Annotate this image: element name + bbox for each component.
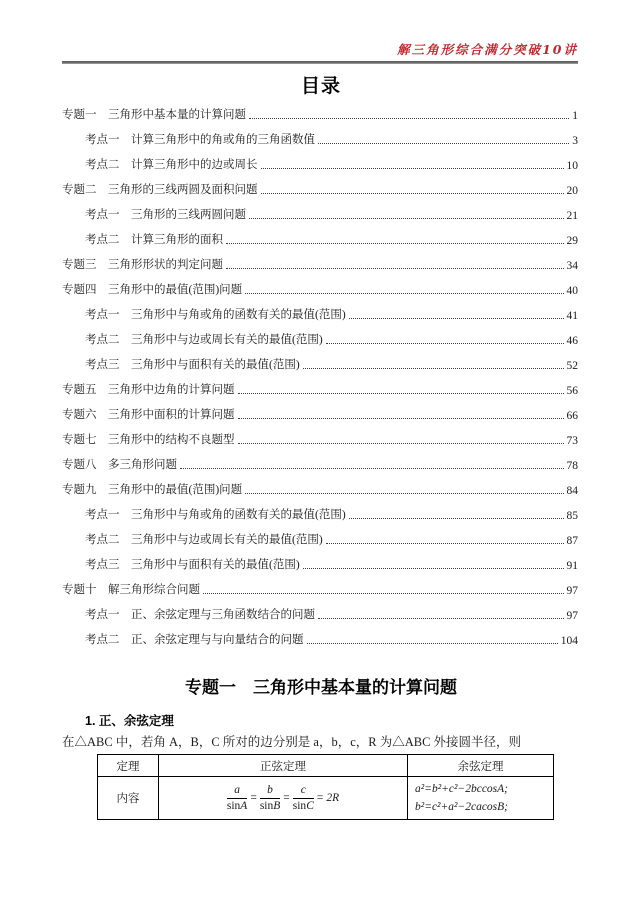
page-header [62, 40, 578, 59]
toc-dot-leader [261, 193, 564, 194]
toc-page-number: 84 [566, 485, 578, 497]
toc-page-number: 46 [566, 335, 578, 347]
fraction-a-over-sinA: $\frac{a}{\sin A}$ [226, 784, 248, 812]
toc-entry [62, 377, 578, 402]
toc-dot-leader [226, 243, 564, 244]
toc-page-number: 29 [566, 235, 578, 247]
toc-entry-label: 考点二 计算三角形的面积 [85, 234, 223, 246]
toc-entry-label: 考点一 计算三角形中的角或角的三角函数值 [85, 134, 315, 146]
fraction-c-over-sinC: $\frac{c}{\sin C}$ [292, 784, 314, 812]
toc-entry-label: 考点二 三角形中与边或周长有关的最值(范围) [85, 534, 323, 546]
cell-sine-theorem-header: 正弦定理 [159, 755, 408, 777]
toc-entry [62, 177, 578, 202]
toc-dot-leader [303, 368, 564, 369]
cell-cosine-formulas [408, 777, 554, 820]
toc-dot-leader [249, 218, 564, 219]
toc-entry [62, 102, 578, 127]
toc-entry [62, 327, 578, 352]
toc-entry [62, 252, 578, 277]
toc-entry [62, 552, 578, 577]
toc-title: 目录 [300, 76, 341, 97]
toc-entry-label: 专题二 三角形的三线两圆及面积问题 [62, 184, 258, 196]
toc-entry [62, 202, 578, 227]
toc-entry-label: 考点三 三角形中与面积有关的最值(范围) [85, 559, 300, 571]
toc-page-number: 40 [566, 285, 578, 297]
theorem-table [97, 754, 554, 820]
toc-page-number: 104 [560, 635, 578, 647]
equals-sign: = [316, 792, 324, 804]
toc-page-number: 91 [566, 560, 578, 572]
toc-entry-label: 专题一 三角形中基本量的计算问题 [62, 109, 246, 121]
toc-dot-leader [238, 393, 564, 394]
toc-page-number: 56 [566, 385, 578, 397]
toc-entry [62, 602, 578, 627]
table-of-contents [62, 102, 578, 652]
toc-entry [62, 152, 578, 177]
toc-entry-label: 考点一 三角形中与角或角的函数有关的最值(范围) [85, 509, 346, 521]
toc-page-number: 66 [566, 410, 578, 422]
cell-cosine-theorem-header: 余弦定理 [408, 755, 554, 777]
toc-entry-label: 专题八 多三角形问题 [62, 459, 177, 471]
toc-dot-leader [245, 293, 563, 294]
toc-page-number: 97 [566, 585, 578, 597]
section-title: 专题一 三角形中基本量的计算问题 [185, 678, 457, 697]
equals-sign: = [283, 792, 290, 804]
toc-entry-label: 考点一 三角形的三线两圆问题 [85, 209, 246, 221]
toc-page-number: 85 [566, 510, 578, 522]
toc-entry [62, 452, 578, 477]
toc-dot-leader [226, 268, 564, 269]
toc-entry [62, 502, 578, 527]
toc-entry-label: 专题四 三角形中的最值(范围)问题 [62, 284, 243, 296]
cosine-formula-line2: b²=c²+a²−2cacosB; [415, 801, 509, 813]
toc-entry-label: 专题九 三角形中的最值(范围)问题 [62, 484, 243, 496]
cell-sine-formula [159, 777, 408, 820]
toc-page-number: 21 [566, 210, 578, 222]
toc-entry [62, 352, 578, 377]
toc-entry [62, 277, 578, 302]
toc-page-number: 34 [566, 260, 578, 272]
toc-entry-label: 考点二 计算三角形中的边或周长 [85, 159, 258, 171]
toc-dot-leader [203, 593, 564, 594]
toc-entry-label: 专题六 三角形中面积的计算问题 [62, 409, 235, 421]
toc-entry-label: 专题五 三角形中边角的计算问题 [62, 384, 235, 396]
toc-dot-leader [318, 618, 564, 619]
toc-dot-leader [238, 443, 564, 444]
toc-entry [62, 127, 578, 152]
toc-page-number: 52 [566, 360, 578, 372]
toc-dot-leader [326, 543, 564, 544]
header-rule [62, 61, 578, 64]
toc-page-number: 87 [566, 535, 578, 547]
toc-entry [62, 477, 578, 502]
theorem-table-content-row [98, 777, 554, 820]
toc-dot-leader [307, 643, 558, 644]
toc-dot-leader [318, 143, 569, 144]
equals-sign: = [250, 792, 257, 804]
toc-page-number: 78 [566, 460, 578, 472]
toc-entry-label: 专题三 三角形形状的判定问题 [62, 259, 223, 271]
sine-rule-formula [226, 784, 340, 812]
toc-entry-label: 考点三 三角形中与面积有关的最值(范围) [85, 359, 300, 371]
toc-entry [62, 302, 578, 327]
toc-dot-leader [249, 118, 569, 119]
toc-page-number: 41 [566, 310, 578, 322]
toc-dot-leader [238, 418, 564, 419]
toc-dot-leader [326, 343, 564, 344]
subsection-heading: 1. 正、余弦定理 [85, 714, 174, 728]
toc-page-number: 10 [566, 160, 578, 172]
toc-entry-label: 专题十 解三角形综合问题 [62, 584, 200, 596]
toc-dot-leader [261, 168, 564, 169]
toc-page-number: 3 [572, 135, 578, 147]
theorem-table-header-row [98, 755, 554, 777]
toc-entry-label: 考点一 正、余弦定理与三角函数结合的问题 [85, 609, 315, 621]
toc-dot-leader [349, 518, 564, 519]
toc-entry [62, 427, 578, 452]
toc-page-number: 1 [572, 110, 578, 122]
cell-content-label: 内容 [98, 777, 159, 820]
toc-entry [62, 402, 578, 427]
toc-dot-leader [303, 568, 564, 569]
booklet-title: 解三角形综合满分突破10讲 [397, 42, 578, 57]
intro-text: 在△ABC 中，若角 A，B，C 所对的边分别是 a，b，c，R 为△ABC 外接圆半径，则 [62, 735, 522, 749]
toc-page-number: 97 [566, 610, 578, 622]
toc-entry-label: 考点二 三角形中与边或周长有关的最值(范围) [85, 334, 323, 346]
fraction-b-over-sinB: $\frac{b}{\sin B}$ [259, 784, 281, 812]
toc-entry [62, 227, 578, 252]
toc-entry-label: 考点二 正、余弦定理与与向量结合的问题 [85, 634, 304, 646]
toc-entry-label: 考点一 三角形中与角或角的函数有关的最值(范围) [85, 309, 346, 321]
toc-entry [62, 627, 578, 652]
toc-entry [62, 527, 578, 552]
toc-entry [62, 577, 578, 602]
toc-dot-leader [349, 318, 564, 319]
sine-rule-result: 2R [326, 792, 340, 804]
toc-page-number: 20 [566, 185, 578, 197]
toc-page-number: 73 [566, 435, 578, 447]
toc-dot-leader [180, 468, 564, 469]
toc-dot-leader [245, 493, 563, 494]
cosine-formula-line1: a²=b²+c²−2bccosA; [415, 783, 509, 795]
cell-theorem-label: 定理 [98, 755, 159, 777]
toc-entry-label: 专题七 三角形中的结构不良题型 [62, 434, 235, 446]
